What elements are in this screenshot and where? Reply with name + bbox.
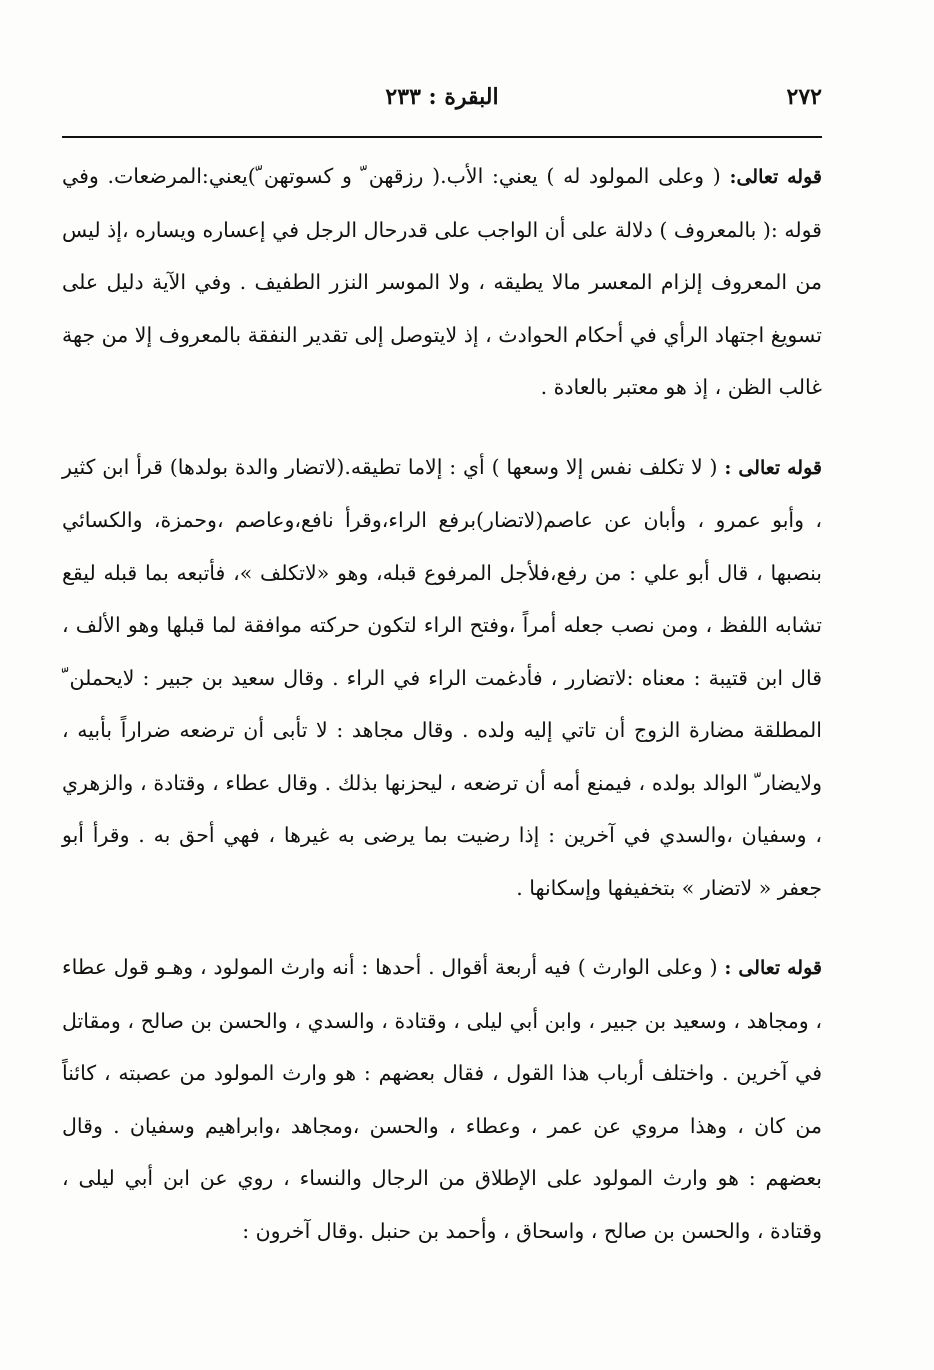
header-rule: [62, 136, 822, 138]
paragraph-2: [62, 441, 822, 915]
paragraph-lead: قوله تعالى:: [729, 166, 822, 188]
running-title: البقرة : ٢٣٣: [385, 84, 499, 110]
paragraph-text: ( لا تكلف نفس إلا وسعها ) أي : إلاما تطيقه.(لاتضار والدة بولدها) قرأ ابن كثير ، وأبو عمرو ، وأبان عن عاصم(لاتضار)برفع الراء،وقرأ نافع،وعاصم ،وحمزة، والكسائي بنصبها ، قال أبو علي : من رفع،فلأجل المرفوع قبله، وهو «لاتكلف »، فأتبعه بما قبله ليقع تشابه اللفظ ، ومن نصب جعله أمراً ،وفتح الراء لتكون حركته موافقة لما قبلها وهو الألف ، قال ابن قتيبة : معناه :لاتضارر ، فأدغمت الراء في الراء . وقال سعيد بن جبير : لايحملن ّ المطلقة مضارة الزوج أن تاتي إليه ولده . وقال مجاهد : لا تأبى أن ترضعه ضراراً بأبيه ، ولايضار ّ الوالد بولده ، فيمنع أمه أن ترضعه ، ليحزنها بذلك . وقال عطاء ، وقتادة ، والزهري ، وسفيان ،والسدي في آخرين : إذا رضيت بما يرضى به غيرها ، فهي أحق به . وقرأ أبو جعفر « لاتضار » بتخفيفها وإسكانها .: [62, 454, 822, 900]
paragraph-lead: قوله تعالى :: [724, 957, 822, 979]
page-header: [62, 84, 822, 120]
main-text: [62, 150, 822, 1257]
page-number: ٢٧٢: [786, 84, 822, 110]
paragraph-text: ( وعلى المولود له ) يعني: الأب.( رزقهن ّ و كسوتهن ّ)يعني:المرضعات. وفي قوله :( بالمعروف ) دلالة على أن الواجب على قدرحال الرجل في إعساره ويساره ،إذ ليس من المعروف إلزام المعسر مالا يطيقه ، ولا الموسر النزر الطفيف . وفي الآية دليل على تسويغ اجتهاد الرأي في أحكام الحوادث ، إذ لايتوصل إلى تقدير النفقة بالمعروف إلا من جهة غالب الظن ، إذ هو معتبر بالعادة .: [62, 164, 822, 399]
paragraph-text: ( وعلى الوارث ) فيه أربعة أقوال . أحدها : أنه وارث المولود ، وهـو قول عطاء ، ومجاهد ، وسعيد بن جبير ، وابن أبي ليلى ، وقتادة ، والسدي ، والحسن بن صالح ، ومقاتل في آخرين . واختلف أرباب هذا القول ، فقال بعضهم : هو وارث المولود من عصبته ، كائناً من كان ، وهذا مروي عن عمر ، وعطاء ، والحسن ،ومجاهد ،وابراهيم وسفيان . وقال بعضهم : هو وارث المولود على الإطلاق من الرجال والنساء ، روي عن ابن أبي ليلى ، وقتادة ، والحسن بن صالح ، واسحاق ، وأحمد بن حنبل .وقال آخرون :: [62, 955, 822, 1243]
paragraph-1: [62, 150, 822, 414]
paragraph-lead: قوله تعالى :: [724, 456, 822, 479]
paragraph-3: [62, 941, 822, 1257]
